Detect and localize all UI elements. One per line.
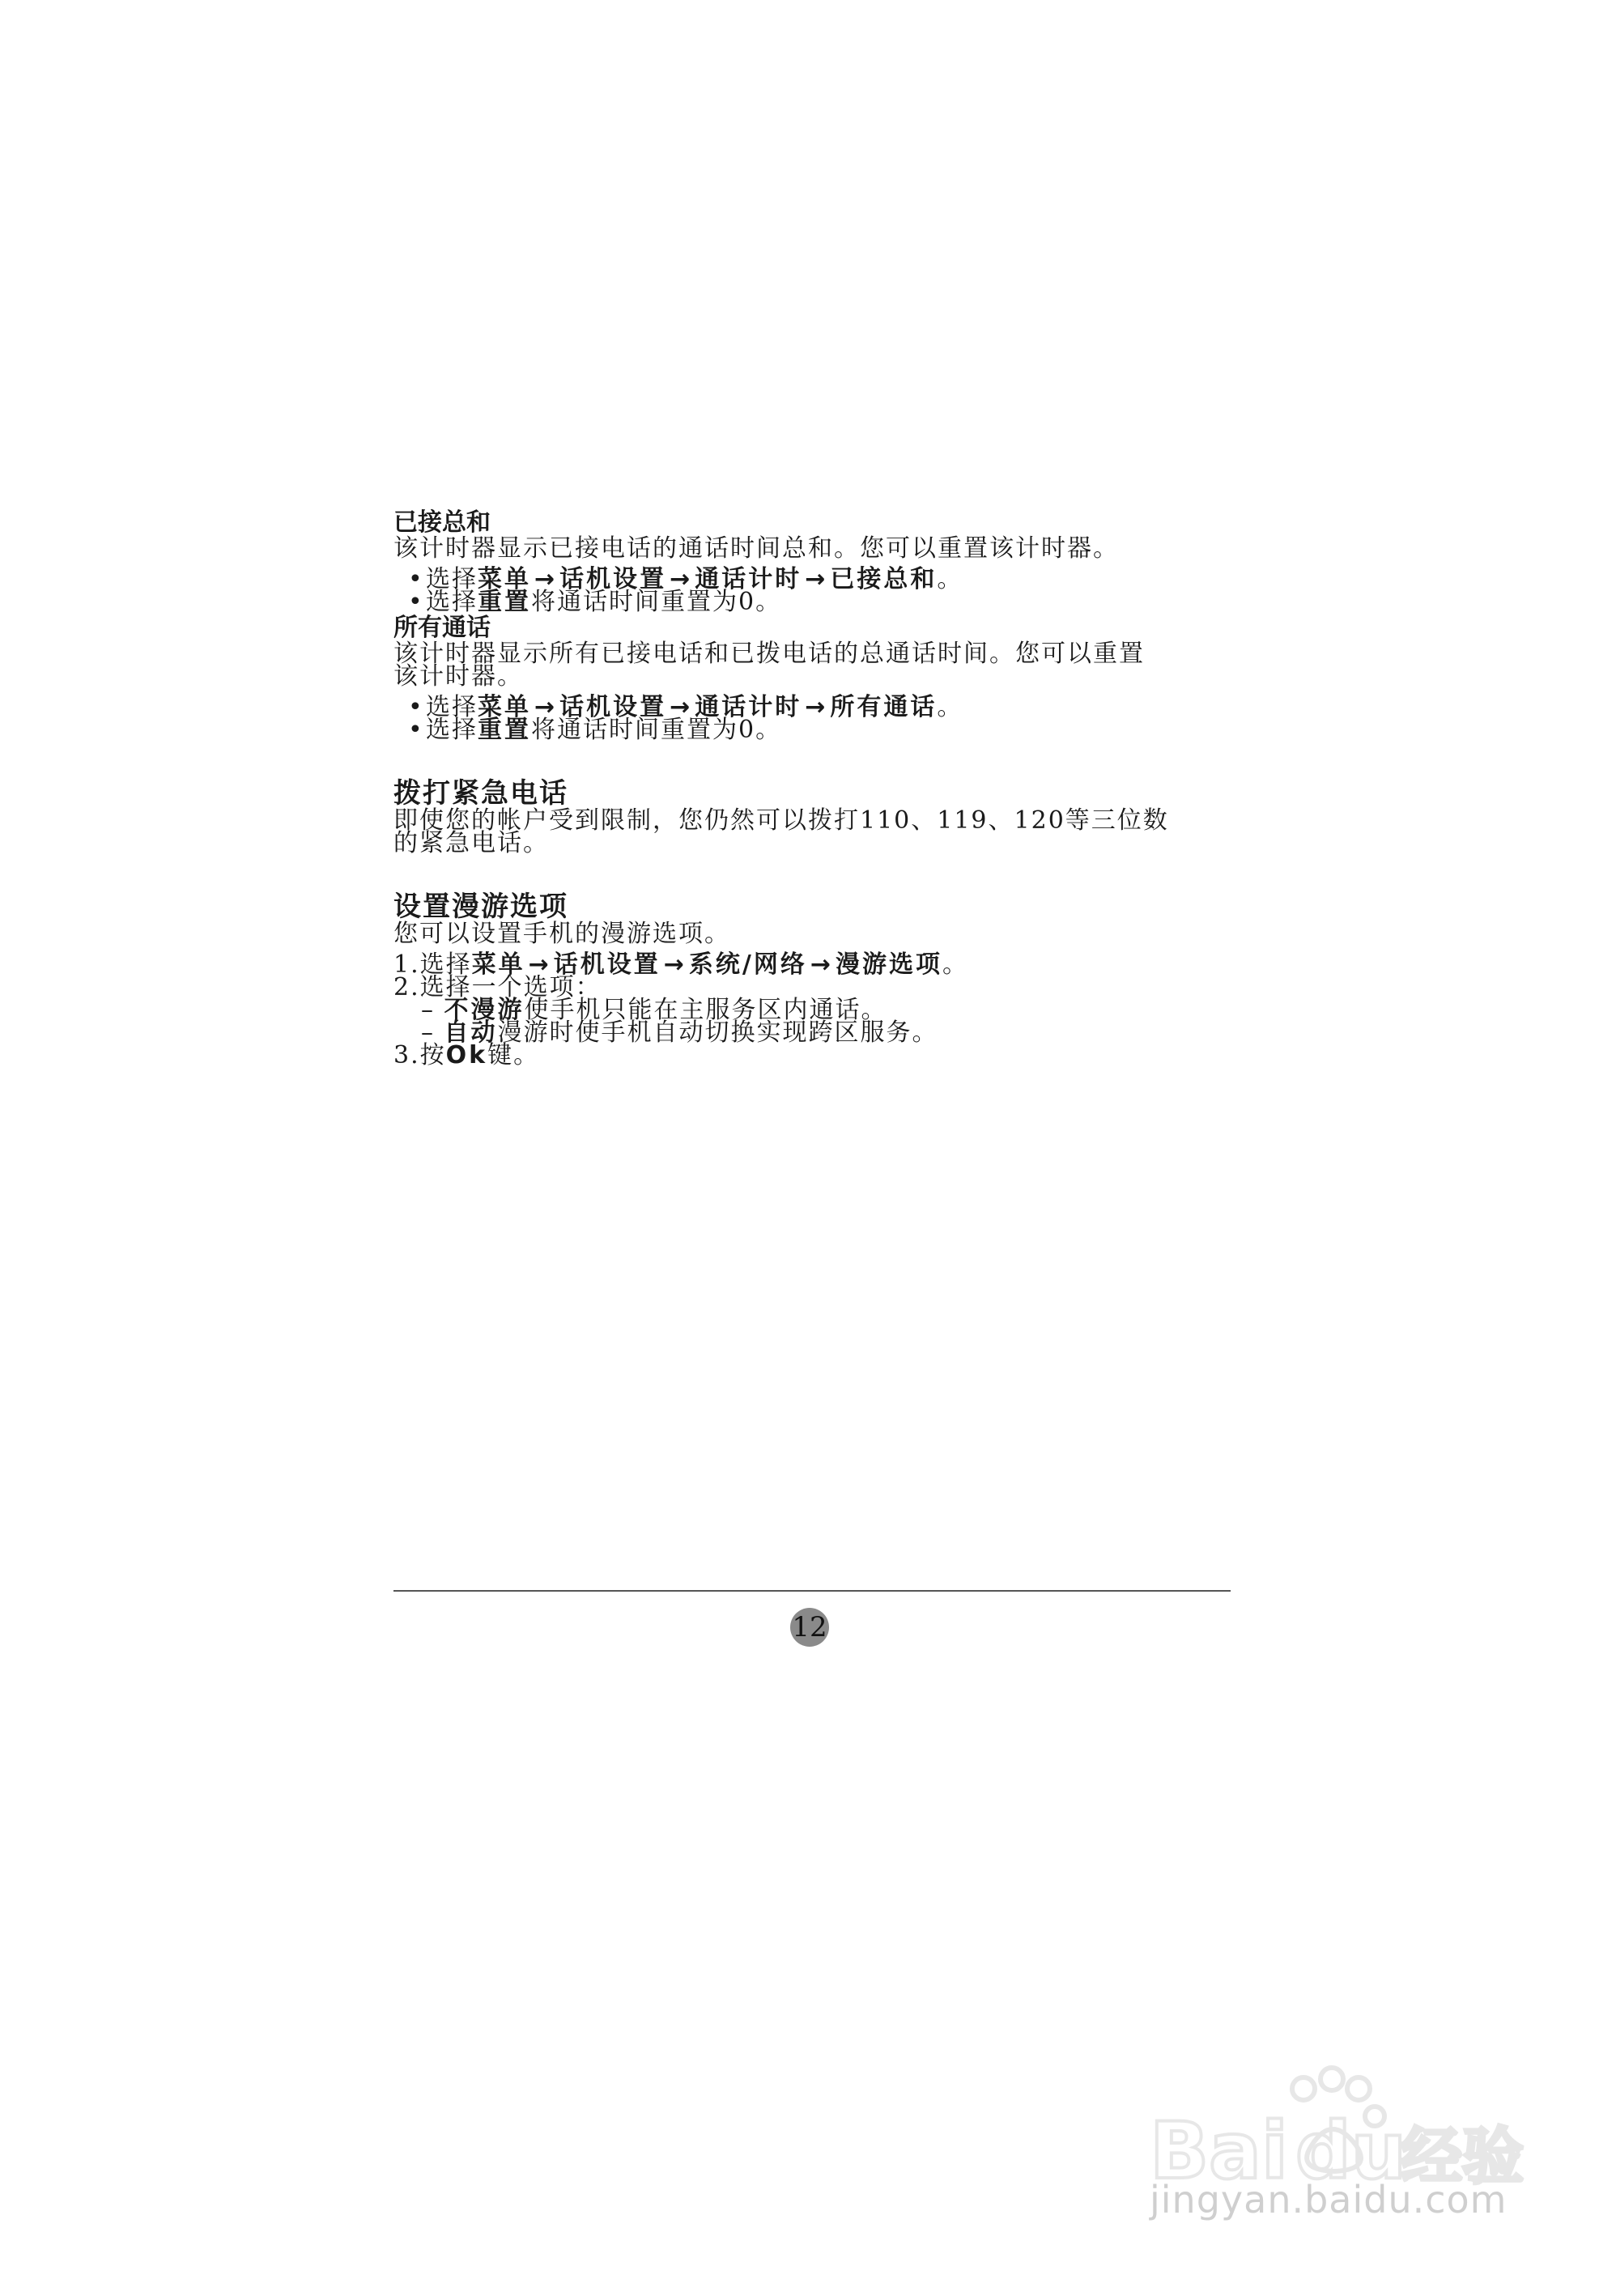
roaming-description: 您可以设置手机的漫游选项。 [393,920,730,948]
section-title-roaming: 设置漫游选项 [393,891,568,923]
emergency-description-line1: 即使您的帐户受到限制，您仍然可以拨打110、119、120等三位数 [393,806,1169,835]
all-calls-description-line1: 该计时器显示所有已接电话和已拨电话的总通话时间。您可以重置 [393,640,1145,668]
dash-icon: – [421,1018,435,1047]
emergency-description-line2: 的紧急电话。 [393,829,549,857]
arrow-right-icon: → [528,950,551,979]
bullet-icon: • [408,565,424,593]
svg-text:Bai: Bai [1150,2106,1288,2196]
arrow-right-icon: → [534,565,557,593]
all-calls-description-line2: 该计时器。 [393,662,523,691]
page-number-badge: 12 [790,1608,829,1647]
roaming-option-auto: – 自动漫游时使手机自动切换实现跨区服务。 [421,1018,938,1047]
section-title-all-calls: 所有通话 [393,614,491,642]
roaming-step-1: 1.选择菜单 → 话机设置 → 系统/网络 → 漫游选项。 [393,950,969,979]
bullet-icon: • [408,588,424,616]
arrow-right-icon: → [670,693,692,721]
arrow-right-icon: → [663,950,686,979]
watermark-url: jingyan.baidu.com [1150,2178,1508,2222]
bullet-icon: • [408,716,424,744]
arrow-right-icon: → [810,950,833,979]
footer-divider [393,1590,1231,1592]
roaming-step-3: 3.按Ok键。 [393,1041,540,1069]
arrow-right-icon: → [805,565,827,593]
bullet-icon: • [408,693,424,721]
roaming-option-none: – 不漫游使手机只能在主服务区内通话。 [421,996,887,1024]
all-calls-step-2: •选择重置将通话时间重置为0。 [393,719,1235,742]
arrow-right-icon: → [670,565,692,593]
manual-page-content [393,508,1235,1067]
svg-text:经验: 经验 [1401,2120,1524,2192]
arrow-right-icon: → [534,693,557,721]
answered-total-step-2: •选择重置将通话时间重置为0。 [393,591,1235,614]
dash-icon: – [421,996,435,1024]
section-title-emergency: 拨打紧急电话 [393,777,568,810]
svg-text:du: du [1295,2106,1407,2196]
roaming-step-2: 2.选择一个选项： [393,973,602,1001]
answered-total-step-1: •选择菜单 → 话机设置 → 通话计时 → 已接总和。 [393,568,1235,591]
answered-total-description: 该计时器显示已接电话的通话时间总和。您可以重置该计时器。 [393,534,1119,563]
arrow-right-icon: → [805,693,827,721]
section-title-answered-total: 已接总和 [393,508,491,537]
all-calls-step-1: •选择菜单 → 话机设置 → 通话计时 → 所有通话。 [393,696,1235,719]
